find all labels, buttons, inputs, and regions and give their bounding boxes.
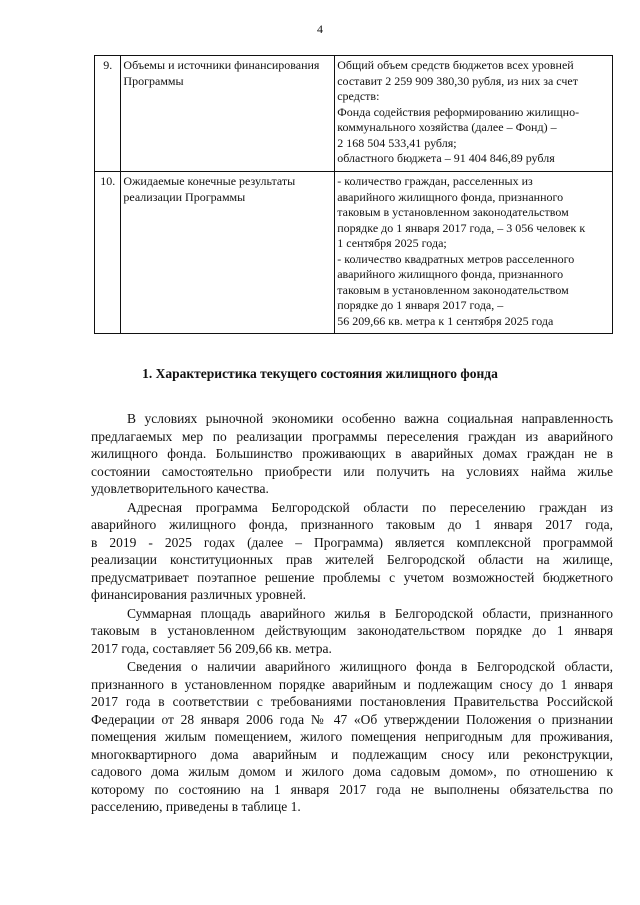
text-line: многоквартирного дома аварийным и подлежащим сносу или реконструкции,: [91, 746, 613, 762]
row-value-line: составит 2 259 909 380,30 рубля, из них за счет: [337, 73, 578, 88]
text-line: помещения жилым помещением, жилого помещения непригодным для проживания,: [91, 729, 613, 744]
row-value: [335, 56, 613, 172]
paragraph: [91, 658, 613, 816]
paragraph: [91, 499, 613, 604]
row-value-line: 56 209,66 кв. метра к 1 сентября 2025 года: [337, 313, 554, 328]
row-name: [121, 172, 335, 334]
row-value-line: таковым в установленном законодательством: [337, 205, 569, 219]
row-number: 10.: [95, 172, 121, 334]
text-line: которому по состоянию на 1 января 2017 года не выполнены обязательства по: [91, 781, 613, 797]
row-name-line: Программы: [123, 73, 184, 88]
row-name: [121, 56, 335, 172]
row-value-line: 2 168 504 533,41 рубля;: [337, 135, 457, 150]
text-line: таковым в установленном действующим законодательством порядке до 1 января: [91, 623, 613, 638]
row-value: [335, 172, 613, 334]
text-line: Адресная программа Белгородской области по переселению граждан из: [127, 499, 613, 515]
table-row: [95, 56, 613, 172]
text-line: Сведения о наличии аварийного жилищного фонда в Белгородской области,: [127, 659, 613, 674]
text-line: предлагаемых мер по реализации программы переселения граждан из аварийного: [91, 428, 613, 444]
text-line: садового дома жилым домом и жилого дома садовым домом», по отношению к: [91, 764, 613, 779]
row-value-line: Общий объем средств бюджетов всех уровней: [337, 58, 574, 72]
text-line: 2017 года, составляет 56 209,66 кв. метра.: [91, 640, 332, 656]
row-number: 9.: [95, 56, 121, 172]
row-value-line: - количество граждан, расселенных из: [337, 174, 533, 188]
row-name-line: Объемы и источники финансирования: [123, 58, 320, 72]
text-line: Суммарная площадь аварийного жилья в Белгородской области, признанного: [127, 605, 613, 621]
row-value-line: средств:: [337, 89, 380, 103]
paragraph: [91, 410, 613, 498]
row-value-line: коммунального хозяйства (далее – Фонд) –: [337, 120, 557, 134]
row-value-line: порядке до 1 января 2017 года, –: [337, 298, 504, 312]
text-line: аварийного жилищного фонда, признанного таковым до 1 января 2017 года,: [91, 517, 613, 532]
text-line: удовлетворительного качества.: [91, 481, 269, 496]
text-line: в 2019 - 2025 годах (далее – Программа) является комплексной программой: [91, 534, 613, 550]
row-value-line: аварийного жилищного фонда, признанного: [337, 267, 564, 281]
text-line: признанного в установленном порядке аварийным и подлежащим сносу до 1 января: [91, 676, 613, 692]
text-line: В условиях рыночной экономики особенно важна социальная направленность: [127, 411, 613, 426]
row-name-line: реализации Программы: [123, 189, 246, 204]
row-value-line: Фонда содействия реформированию жилищно-: [337, 104, 580, 119]
text-line: Федерации от 28 января 2006 года № 47 «Об утверждении Положения о признании: [91, 711, 613, 727]
row-value-line: порядке до 1 января 2017 года, – 3 056 человек к: [337, 220, 586, 235]
text-line: 2017 года в соответствии с требованиями постановления Правительства Российской: [91, 694, 613, 709]
row-value-line: - количество квадратных метров расселенного: [337, 251, 575, 266]
text-line: жилищного фонда. Большинство проживающих в аварийных домах граждан не в: [91, 446, 613, 461]
body-text: [91, 410, 613, 816]
section-heading: 1. Характеристика текущего состояния жилищного фонда: [142, 366, 498, 381]
text-line: финансирования различных уровней.: [91, 587, 307, 602]
text-line: состоянии самостоятельно приобрести или получить на условиях найма жилье: [91, 463, 613, 479]
text-line: расселению, приведены в таблице 1.: [91, 799, 301, 814]
row-value-line: аварийного жилищного фонда, признанного: [337, 189, 564, 204]
text-line: предусматривает поэтапное решение проблемы с учетом возможностей бюджетного: [91, 569, 613, 585]
row-name-line: Ожидаемые конечные результаты: [123, 174, 296, 188]
row-value-line: таковым в установленном законодательством: [337, 282, 569, 297]
row-value-line: 1 сентября 2025 года;: [337, 236, 447, 250]
paragraph: [91, 605, 613, 658]
text-line: реализации конституционных прав жителей Белгородской области на жилище,: [91, 552, 613, 567]
program-passport-table: [94, 55, 613, 334]
page-number: 4: [317, 22, 323, 36]
table-row: [95, 172, 613, 334]
row-value-line: областного бюджета – 91 404 846,89 рубля: [337, 151, 555, 165]
